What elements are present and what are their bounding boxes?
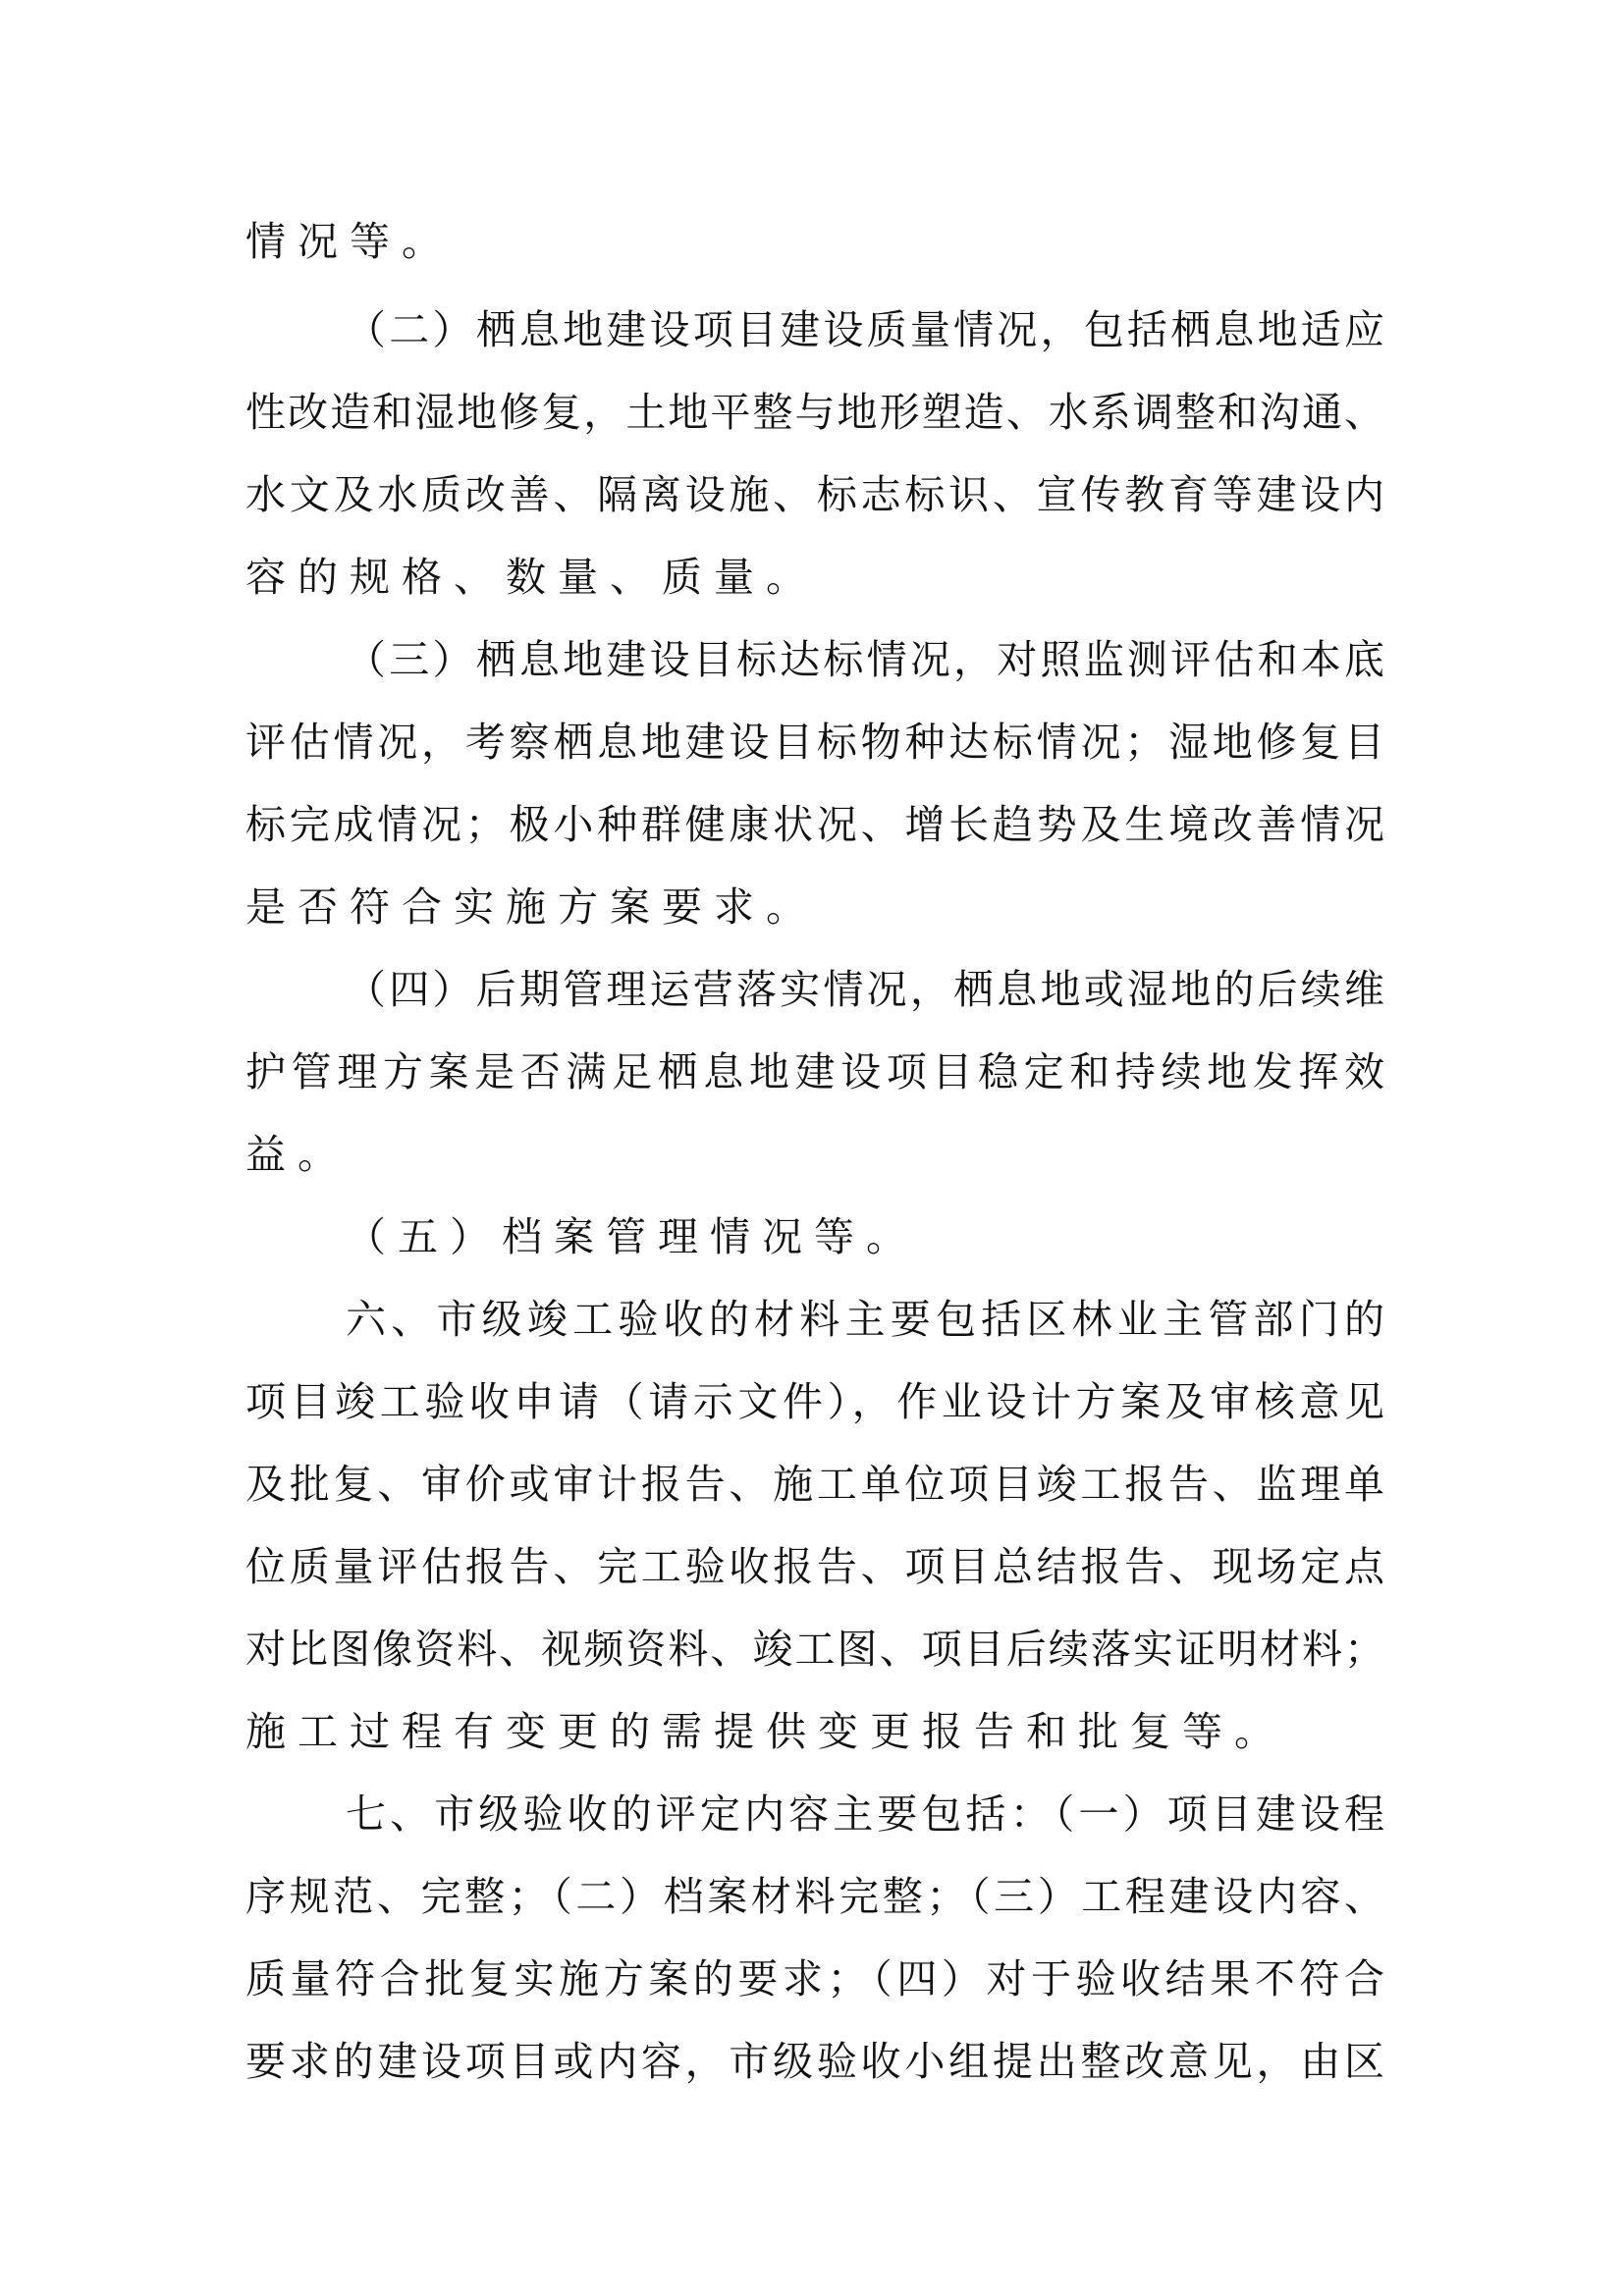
text-line: 护管理方案是否满足栖息地建设项目稳定和持续地发挥效 <box>245 1048 1384 1095</box>
text-line: 七、市级验收的评定内容主要包括：（一）项目建设程 <box>346 1790 1384 1838</box>
text-line: 质量符合批复实施方案的要求；（四）对于验收结果不符合 <box>245 1955 1384 2002</box>
text-line: （三）栖息地建设目标达标情况，对照监测评估和本底 <box>346 636 1384 683</box>
text-line: （四）后期管理运营落实情况，栖息地或湿地的后续维 <box>346 966 1384 1013</box>
text-line: 情况等。 <box>245 218 454 265</box>
text-line: 评估情况，考察栖息地建设目标物种达标情况；湿地修复目 <box>245 719 1384 766</box>
text-line: 施工过程有变更的需提供变更报告和批复等。 <box>245 1708 1286 1755</box>
text-line: 要求的建设项目或内容，市级验收小组提出整改意见，由区 <box>245 2038 1384 2085</box>
text-line: 六、市级竣工验收的材料主要包括区林业主管部门的 <box>346 1296 1384 1343</box>
text-line: 序规范、完整；（二）档案材料完整；（三）工程建设内容、 <box>245 1873 1384 1920</box>
text-line: 位质量评估报告、完工验收报告、项目总结报告、现场定点 <box>245 1543 1384 1590</box>
text-line: 水文及水质改善、隔离设施、标志标识、宣传教育等建设内 <box>245 471 1384 518</box>
text-line: 益。 <box>245 1131 350 1178</box>
text-line: 项目竣工验收申请（请示文件），作业设计方案及审核意见 <box>245 1378 1384 1425</box>
text-line: 是否符合实施方案要求。 <box>245 883 818 931</box>
text-line: 性改造和湿地修复，土地平整与地形塑造、水系调整和沟通、 <box>245 389 1384 436</box>
text-line: 标完成情况；极小种群健康状况、增长趋势及生境改善情况 <box>245 801 1384 848</box>
text-line: （二）栖息地建设项目建设质量情况，包括栖息地适应 <box>346 306 1384 353</box>
text-line: 及批复、审价或审计报告、施工单位项目竣工报告、监理单 <box>245 1461 1384 1508</box>
text-line: （五）档案管理情况等。 <box>346 1213 918 1260</box>
text-line: 容的规格、数量、质量。 <box>245 554 818 601</box>
text-line: 对比图像资料、视频资料、竣工图、项目后续落实证明材料； <box>245 1626 1384 1673</box>
